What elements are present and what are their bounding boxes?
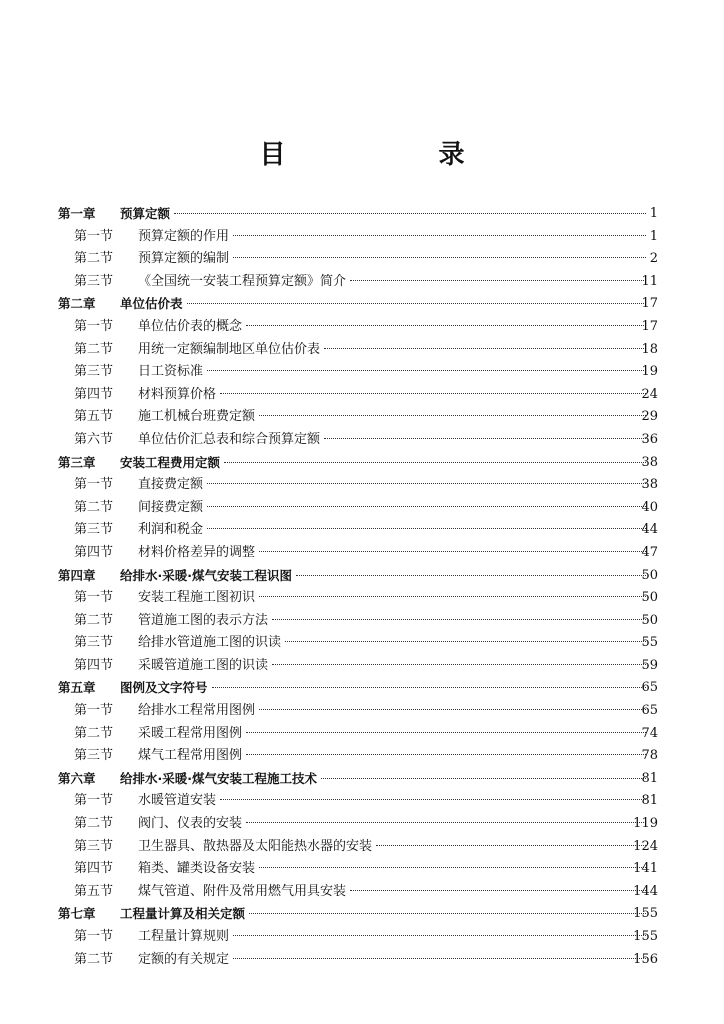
toc-page-number: 119 <box>633 816 658 832</box>
toc-entry-line <box>74 881 650 904</box>
toc-section-row[interactable] <box>0 406 724 429</box>
toc-entry-line <box>74 723 650 746</box>
dot-leader <box>207 527 646 529</box>
toc-entry-line <box>74 226 650 249</box>
toc-entry-label: 第二章 <box>58 296 96 312</box>
dot-leader <box>220 798 646 800</box>
toc-section-row[interactable] <box>0 858 724 881</box>
toc-entry-label: 第一节 <box>74 793 114 809</box>
toc-section-row[interactable] <box>0 632 724 655</box>
toc-entry-label: 第三节 <box>74 522 114 538</box>
toc-page-number: 59 <box>641 657 658 673</box>
dot-leader <box>212 686 646 688</box>
toc-entry-line <box>74 429 650 452</box>
toc-entry-title: 直接费定额 <box>138 477 204 493</box>
toc-entry-label: 第二节 <box>74 612 114 628</box>
toc-section-row[interactable] <box>0 949 724 972</box>
toc-entry-title: 利润和税金 <box>138 522 204 538</box>
dot-leader <box>285 640 646 642</box>
toc-page-number: 19 <box>641 364 658 380</box>
toc-page-number: 36 <box>641 431 658 447</box>
toc-entry-title: 材料价格差异的调整 <box>138 544 256 560</box>
table-of-contents <box>0 203 724 971</box>
toc-entry-title: 管道施工图的表示方法 <box>138 612 269 628</box>
toc-page-number: 24 <box>641 386 658 402</box>
toc-section-row[interactable] <box>0 474 724 497</box>
toc-entry-line <box>74 542 650 565</box>
dot-leader <box>233 256 646 258</box>
toc-entry-label: 第三章 <box>58 454 96 470</box>
toc-section-row[interactable] <box>0 610 724 633</box>
dot-leader <box>296 574 646 576</box>
toc-entry-line <box>74 271 650 294</box>
toc-chapter-row[interactable] <box>0 768 724 791</box>
dot-leader <box>259 595 646 597</box>
toc-page-number: 65 <box>641 680 658 696</box>
dot-leader <box>207 369 646 371</box>
toc-page-number: 17 <box>641 318 658 334</box>
toc-entry-line <box>74 361 650 384</box>
toc-entry-label: 第二节 <box>74 341 114 357</box>
dot-leader <box>233 234 646 236</box>
toc-page-number: 40 <box>641 499 658 515</box>
toc-chapter-row[interactable] <box>0 293 724 316</box>
toc-section-row[interactable] <box>0 836 724 859</box>
toc-entry-line <box>58 203 650 226</box>
dot-leader <box>246 731 646 733</box>
toc-section-row[interactable] <box>0 497 724 520</box>
toc-entry-title: 给排水管道施工图的识读 <box>138 635 282 651</box>
toc-section-row[interactable] <box>0 429 724 452</box>
toc-section-row[interactable] <box>0 271 724 294</box>
toc-entry-label: 第二节 <box>74 951 114 967</box>
toc-page-number: 81 <box>641 793 658 809</box>
toc-chapter-row[interactable] <box>0 677 724 700</box>
toc-entry-label: 第五节 <box>74 883 114 899</box>
toc-entry-title: 间接费定额 <box>138 499 204 515</box>
toc-entry-line <box>58 293 650 316</box>
toc-entry-line <box>74 700 650 723</box>
toc-entry-line <box>74 497 650 520</box>
toc-entry-title: 煤气管道、附件及常用燃气用具安装 <box>138 883 347 899</box>
toc-entry-title: 预算定额的作用 <box>138 228 230 244</box>
toc-page-number: 17 <box>641 296 658 312</box>
toc-page-number: 1 <box>649 228 658 244</box>
toc-entry-label: 第六章 <box>58 770 96 786</box>
toc-page-number: 156 <box>633 951 658 967</box>
toc-entry-title: 给排水工程常用图例 <box>138 703 256 719</box>
dot-leader <box>259 866 646 868</box>
toc-entry-line <box>74 384 650 407</box>
toc-entry-label: 第三节 <box>74 635 114 651</box>
dot-leader <box>224 461 646 463</box>
toc-entry-label: 第四节 <box>74 386 114 402</box>
dot-leader <box>220 392 646 394</box>
toc-page-number: 1 <box>649 206 658 221</box>
toc-chapter-row[interactable] <box>0 565 724 588</box>
toc-entry-line <box>74 316 650 339</box>
toc-section-row[interactable] <box>0 881 724 904</box>
dot-leader <box>249 912 646 914</box>
toc-entry-title: 用统一定额编制地区单位估价表 <box>138 341 321 357</box>
toc-entry-title: 单位估价汇总表和综合预算定额 <box>138 431 321 447</box>
dot-leader <box>207 482 646 484</box>
toc-entry-label: 第三节 <box>74 838 114 854</box>
toc-entry-title: 预算定额的编制 <box>138 251 230 267</box>
toc-entry-label: 第二节 <box>74 725 114 741</box>
toc-entry-title: 定额的有关规定 <box>138 951 230 967</box>
toc-page-number: 144 <box>633 883 658 899</box>
toc-entry-line <box>74 655 650 678</box>
toc-section-row[interactable] <box>0 226 724 249</box>
toc-section-row[interactable] <box>0 655 724 678</box>
toc-section-row[interactable] <box>0 316 724 339</box>
toc-section-row[interactable] <box>0 339 724 362</box>
toc-section-row[interactable] <box>0 790 724 813</box>
dot-leader <box>246 324 646 326</box>
dot-leader <box>350 889 646 891</box>
toc-entry-title: 工程量计算规则 <box>138 929 230 944</box>
toc-page-number: 38 <box>641 477 658 493</box>
toc-section-row[interactable] <box>0 542 724 565</box>
toc-entry-title: 采暖管道施工图的识读 <box>138 657 269 673</box>
toc-entry-label: 第六节 <box>74 431 114 447</box>
dot-leader <box>174 212 646 214</box>
toc-section-row[interactable] <box>0 745 724 768</box>
dot-leader <box>324 347 646 349</box>
toc-entry-line <box>74 949 650 972</box>
toc-entry-line <box>74 813 650 836</box>
toc-page-number: 65 <box>641 703 658 719</box>
dot-leader <box>246 821 646 823</box>
toc-entry-title: 水暖管道安装 <box>138 793 217 809</box>
page-title: 目 录 <box>259 140 537 170</box>
toc-entry-title: 箱类、罐类设备安装 <box>138 861 256 877</box>
toc-entry-line <box>74 474 650 497</box>
toc-entry-label: 第四节 <box>74 861 114 877</box>
toc-entry-label: 第七章 <box>58 906 96 922</box>
toc-entry-line <box>58 565 650 588</box>
toc-entry-label: 第四节 <box>74 544 114 560</box>
toc-page-number: 81 <box>641 770 658 786</box>
toc-page-number: 55 <box>641 635 658 651</box>
toc-entry-title: 单位估价表 <box>120 296 183 312</box>
toc-entry-line <box>74 339 650 362</box>
toc-entry-label: 第二节 <box>74 816 114 832</box>
toc-page-number: 11 <box>641 273 658 289</box>
toc-section-row[interactable] <box>0 519 724 542</box>
dot-leader <box>259 414 646 416</box>
toc-entry-label: 第二节 <box>74 499 114 515</box>
toc-entry-line <box>74 858 650 881</box>
toc-entry-line <box>74 745 650 768</box>
toc-page-number: 74 <box>641 725 658 741</box>
toc-entry-title: 阀门、仪表的安装 <box>138 816 243 832</box>
toc-page-number: 78 <box>641 748 658 764</box>
dot-leader <box>324 437 646 439</box>
toc-entry-title: 单位估价表的概念 <box>138 318 243 334</box>
toc-entry-title: 煤气工程常用图例 <box>138 748 243 764</box>
toc-page-number: 38 <box>641 454 658 470</box>
toc-section-row[interactable] <box>0 700 724 723</box>
dot-leader <box>350 279 646 281</box>
toc-entry-label: 第一节 <box>74 477 114 493</box>
toc-entry-line <box>74 248 650 271</box>
toc-entry-line <box>74 926 650 949</box>
toc-entry-label: 第五章 <box>58 680 96 696</box>
toc-entry-label: 第三节 <box>74 748 114 764</box>
toc-page-number: 18 <box>641 341 658 357</box>
toc-page-number: 47 <box>641 544 658 560</box>
toc-section-row[interactable] <box>0 813 724 836</box>
toc-entry-line <box>58 903 650 926</box>
toc-entry-title: 采暖工程常用图例 <box>138 725 243 741</box>
toc-section-row[interactable] <box>0 587 724 610</box>
toc-entry-label: 第三节 <box>74 364 114 380</box>
toc-page-number: 29 <box>641 409 658 425</box>
dot-leader <box>259 708 646 710</box>
toc-entry-label: 第一节 <box>74 318 114 334</box>
toc-page-number: 50 <box>641 612 658 628</box>
dot-leader <box>272 618 646 620</box>
toc-section-row[interactable] <box>0 926 724 949</box>
toc-entry-title: 安装工程费用定额 <box>120 454 221 470</box>
toc-section-row[interactable] <box>0 248 724 271</box>
toc-chapter-row[interactable] <box>0 203 724 226</box>
toc-entry-title: 施工机械台班费定额 <box>138 409 256 425</box>
dot-leader <box>321 777 646 779</box>
toc-entry-title: 图例及文字符号 <box>120 680 208 696</box>
toc-entry-title: 安装工程施工图初识 <box>138 590 256 606</box>
toc-entry-line <box>74 406 650 429</box>
toc-entry-label: 第一节 <box>74 228 114 244</box>
toc-entry-label: 第四节 <box>74 657 114 673</box>
toc-page-number: 141 <box>633 861 658 877</box>
toc-entry-title: 预算定额 <box>120 206 171 221</box>
toc-page-number: 124 <box>633 838 658 854</box>
toc-entry-line <box>74 632 650 655</box>
dot-leader <box>246 753 646 755</box>
toc-entry-title: 日工资标准 <box>138 364 204 380</box>
toc-entry-label: 第一节 <box>74 703 114 719</box>
dot-leader <box>272 663 646 665</box>
toc-chapter-row[interactable] <box>0 452 724 475</box>
toc-chapter-row[interactable] <box>0 903 724 926</box>
toc-entry-line <box>74 790 650 813</box>
dot-leader <box>187 302 646 304</box>
toc-entry-label: 第一节 <box>74 929 114 944</box>
toc-page-number: 2 <box>649 251 658 267</box>
toc-entry-line <box>74 587 650 610</box>
toc-entry-label: 第四章 <box>58 567 96 583</box>
toc-section-row[interactable] <box>0 723 724 746</box>
toc-page-number: 50 <box>641 590 658 606</box>
dot-leader <box>259 550 646 552</box>
toc-entry-line <box>74 519 650 542</box>
toc-page-number: 155 <box>633 906 658 922</box>
toc-entry-title: 材料预算价格 <box>138 386 217 402</box>
toc-entry-label: 第一节 <box>74 590 114 606</box>
toc-section-row[interactable] <box>0 361 724 384</box>
toc-entry-label: 第二节 <box>74 251 114 267</box>
toc-page-number: 155 <box>633 929 658 944</box>
toc-page-number: 50 <box>641 567 658 583</box>
toc-entry-label: 第五节 <box>74 409 114 425</box>
toc-entry-line <box>58 677 650 700</box>
dot-leader <box>376 844 646 846</box>
toc-entry-title: 卫生器具、散热器及太阳能热水器的安装 <box>138 838 373 854</box>
dot-leader <box>233 934 646 936</box>
dot-leader <box>233 957 646 959</box>
toc-entry-label: 第一章 <box>58 206 96 221</box>
toc-entry-title: 《全国统一安装工程预算定额》简介 <box>138 273 347 289</box>
toc-entry-title: 工程量计算及相关定额 <box>120 906 246 922</box>
toc-entry-line <box>58 768 650 791</box>
toc-section-row[interactable] <box>0 384 724 407</box>
toc-page-number: 44 <box>641 522 658 538</box>
dot-leader <box>207 505 646 507</box>
toc-entry-line <box>74 836 650 859</box>
toc-entry-title: 给排水·采暖·煤气安装工程施工技术 <box>120 770 317 786</box>
toc-entry-label: 第三节 <box>74 273 114 289</box>
toc-entry-line <box>74 610 650 633</box>
toc-entry-title: 给排水·采暖·煤气安装工程识图 <box>120 567 292 583</box>
toc-entry-line <box>58 452 650 475</box>
